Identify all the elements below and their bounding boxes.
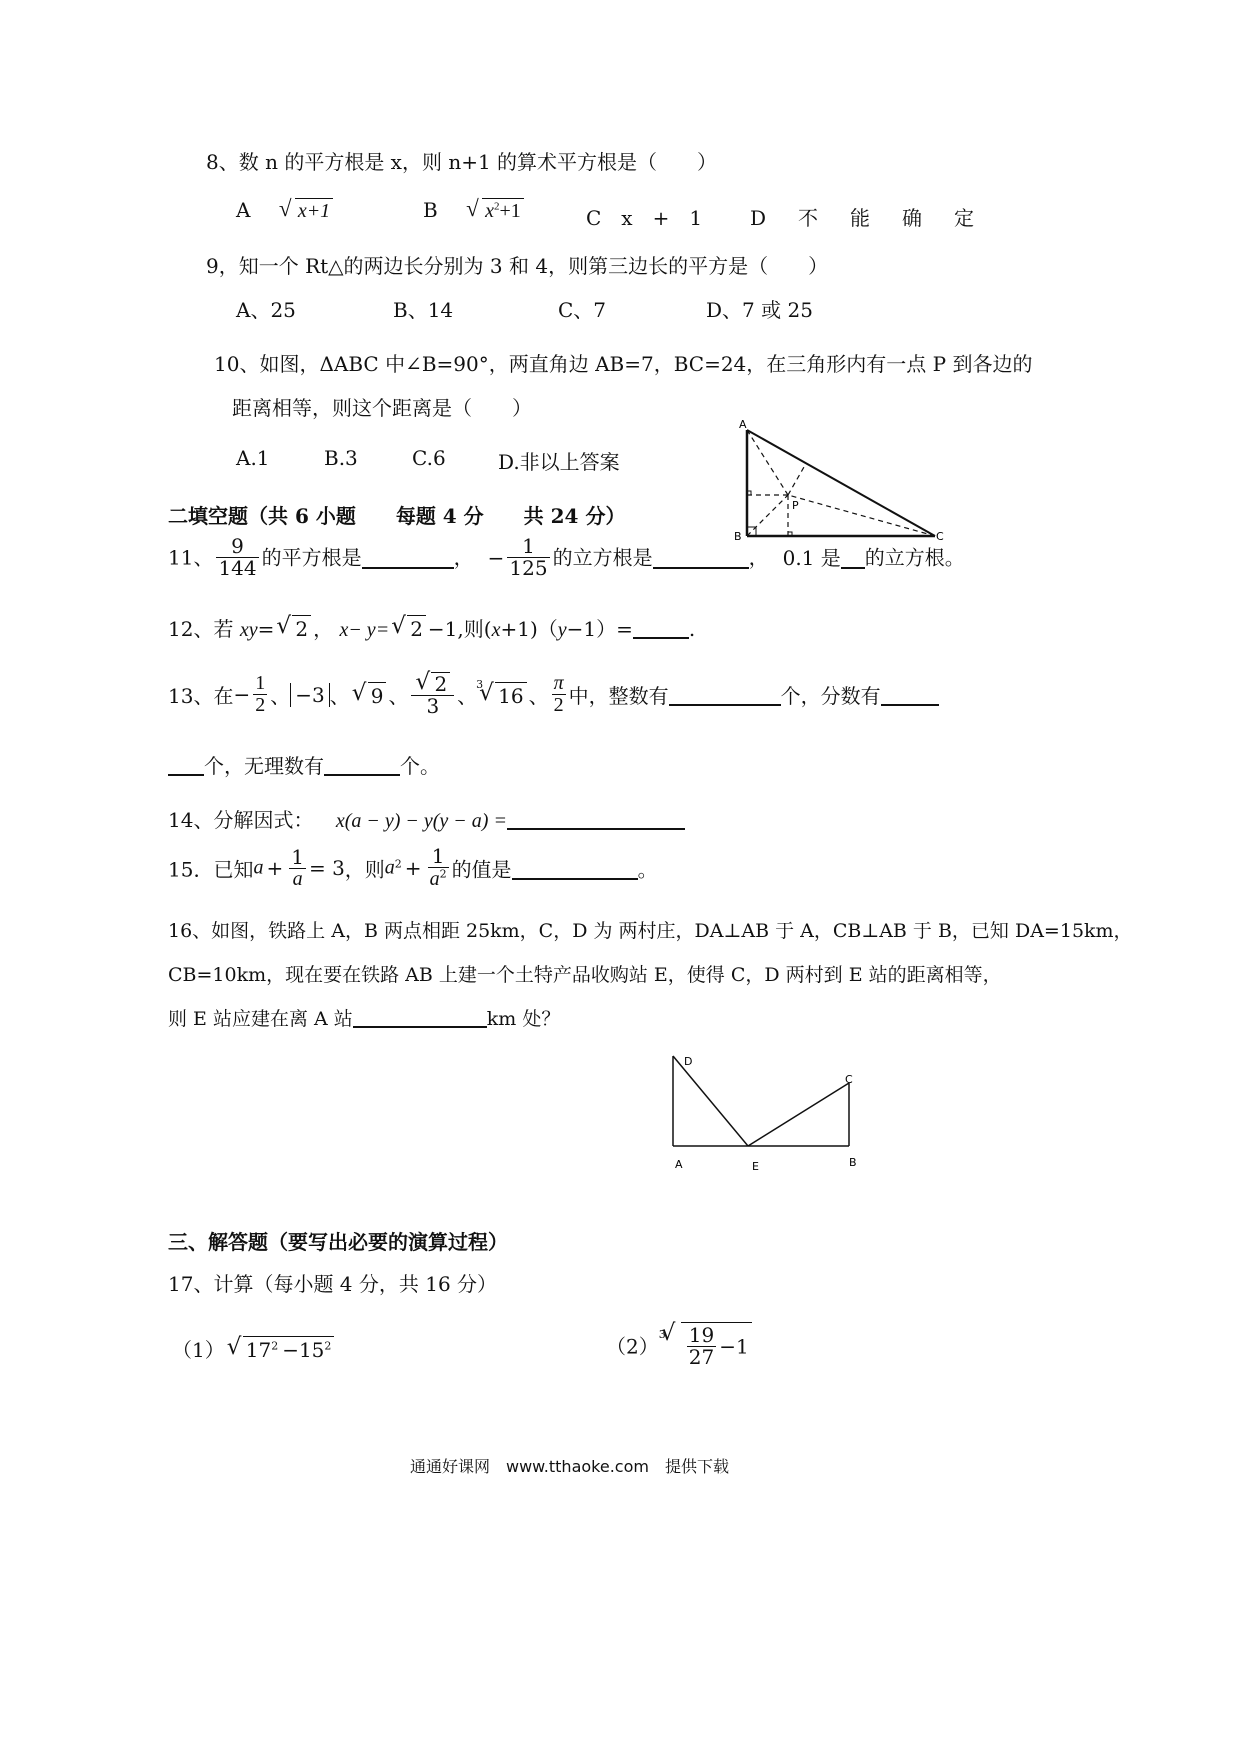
q13-frac2: √ $\frac{2}{3}$ — [411, 672, 454, 717]
q15-blank[interactable] — [512, 857, 638, 880]
q8-b-sqrt: √ $x^2+1$ — [466, 198, 524, 223]
side-ac — [747, 430, 935, 536]
q8-a-sqrt: √ x+1 — [279, 198, 333, 223]
q13-frac3: $\frac{\pi}{2}$ — [553, 672, 564, 716]
q8-option-a — [236, 198, 335, 223]
q12-sqrt1: √ 2 — [276, 615, 311, 641]
q17-stem: 17、计算（每小题 4 分，共 16 分） — [168, 1272, 498, 1296]
q8-option-b — [423, 198, 526, 223]
q10-option-a: A.1 — [236, 446, 270, 470]
bisector-b — [747, 495, 788, 536]
q17-part1: （1）√ $17^2 -15^2$ — [172, 1334, 336, 1363]
q11-frac2: $\frac{1}{125}$ — [509, 534, 548, 580]
q8-option-c: C x + 1 — [586, 206, 703, 230]
fig2-label-c: C — [845, 1073, 853, 1086]
q10-option-b: B.3 — [324, 446, 358, 470]
bisector-c — [788, 495, 935, 536]
q9-option-c: C、7 — [558, 298, 607, 322]
q13-blank2[interactable] — [881, 683, 939, 706]
section2-title: 二填空题（共 6 小题 每题 4 分 共 24 分） — [168, 504, 626, 528]
q9-option-b: B、14 — [393, 298, 454, 322]
q13-cbrt16: √ 3 16 — [479, 682, 526, 708]
q11-blank1[interactable] — [362, 546, 454, 569]
q12-sqrt2: √ 2 — [391, 615, 426, 641]
perp-to-ac — [788, 467, 804, 495]
fig2-label-b: B — [849, 1156, 857, 1169]
fig2-label-d: D — [684, 1055, 693, 1068]
segment-ce — [748, 1083, 849, 1146]
q11-blank2[interactable] — [653, 546, 749, 569]
q10-line1: 10、如图，ΔABC 中∠B=90°，两直角边 AB=7，BC=24，在三角形内有一点 P 到各边的 — [214, 352, 1033, 376]
q9-option-a: A、25 — [236, 298, 296, 322]
q13-blank2-cont[interactable] — [168, 753, 204, 776]
q10-line2: 距离相等，则这个距离是（ ） — [232, 396, 532, 420]
section3-title: 三、解答题（要写出必要的演算过程） — [168, 1230, 508, 1254]
fig1-label-b: B — [734, 530, 742, 543]
fig2-label-e: E — [752, 1160, 759, 1173]
q16-line2: CB=10km，现在要在铁路 AB 上建一个土特产品收购站 E，使得 C，D 两村到 E 站的距离相等， — [168, 964, 1002, 986]
bisector-a — [747, 430, 788, 495]
q13-blank1[interactable] — [669, 683, 781, 706]
q17-p2-cbrt: √ 3 $\frac{19}{27}$ −1 — [661, 1322, 752, 1368]
q9-option-d: D、7 或 25 — [706, 298, 813, 322]
q14: 14、分解因式： x(a − y) − y(y − a) = — [168, 804, 685, 833]
fig1-label-c: C — [936, 530, 944, 543]
q11: 11、 $\frac{9}{144}$ 的平方根是 ， − $\frac{1}{125}$ 的立方根是 ， 0.1 是 的立方根。 — [168, 534, 965, 580]
q10-option-d: D.非以上答案 — [498, 450, 620, 474]
q8-b-label: B — [423, 198, 438, 222]
q13-frac1: $\frac{1}{2}$ — [255, 672, 266, 716]
q16-railway-figure — [664, 1048, 876, 1180]
q16-line3: 则 E 站应建在离 A 站 km 处？ — [168, 1004, 560, 1031]
q8-option-d: D 不 能 确 定 — [750, 206, 981, 230]
q13-blank3[interactable] — [324, 753, 400, 776]
q15-frac1: $\frac{1}{a}$ — [291, 844, 304, 890]
q11-frac1: $\frac{9}{144}$ — [218, 534, 257, 580]
q13-abs: −3 — [290, 683, 329, 707]
q15-frac2: $\frac{1}{a^2}$ — [429, 844, 447, 890]
q8-stem: 8、数 n 的平方根是 x，则 n+1 的算术平方根是（ ） — [206, 150, 718, 174]
q13-line2: 个，无理数有 个。 — [168, 750, 440, 779]
q10-option-c: C.6 — [412, 446, 446, 470]
q14-blank[interactable] — [507, 807, 685, 830]
q16-line1: 16、如图，铁路上 A，B 两点相距 25km，C，D 为 两村庄，DA⊥AB 于 A，CB⊥AB 于 B，已知 DA=15km， — [168, 920, 1133, 942]
q8-a-label: A — [236, 198, 251, 222]
fig1-label-a: A — [739, 418, 747, 431]
q12: 12、若 xy=√ 2 ， x− y=√ 2 −1,则(x+1)（y−1）= . — [168, 613, 695, 642]
q16-blank[interactable] — [353, 1006, 487, 1028]
q12-blank[interactable] — [633, 616, 689, 639]
q15: 15．已知a + $\frac{1}{a}$ = 3，则$a^2$ + $\frac{1}{a^2}$ 的值是 。 — [168, 844, 658, 890]
q10-triangle-figure — [730, 412, 955, 547]
q11-blank3[interactable] — [841, 546, 865, 569]
q17-p1-sqrt: √ $17^2 -15^2$ — [227, 1336, 335, 1362]
fig2-label-a: A — [675, 1158, 683, 1171]
page-footer: 通通好课网 www.tthaoke.com 提供下载 — [410, 1457, 729, 1476]
fig1-label-p: P — [792, 499, 799, 512]
q13: 13、在− $\frac{1}{2}$ 、 −3 、√ 9 、 √ $\frac{2}{3}$ 、 √ 3 16 、 $\frac{\pi}{2}$ 中，整数有 个，分数有 — [168, 672, 939, 717]
q13-sqrt9: √ 9 — [352, 682, 387, 708]
segment-de — [673, 1056, 748, 1146]
q11-num: 11、 — [168, 545, 214, 570]
q9-stem: 9，知一个 Rt△的两边长分别为 3 和 4，则第三边长的平方是（ ） — [206, 254, 829, 278]
q17-part2: （2） √ 3 $\frac{19}{27}$ −1 — [606, 1322, 754, 1368]
